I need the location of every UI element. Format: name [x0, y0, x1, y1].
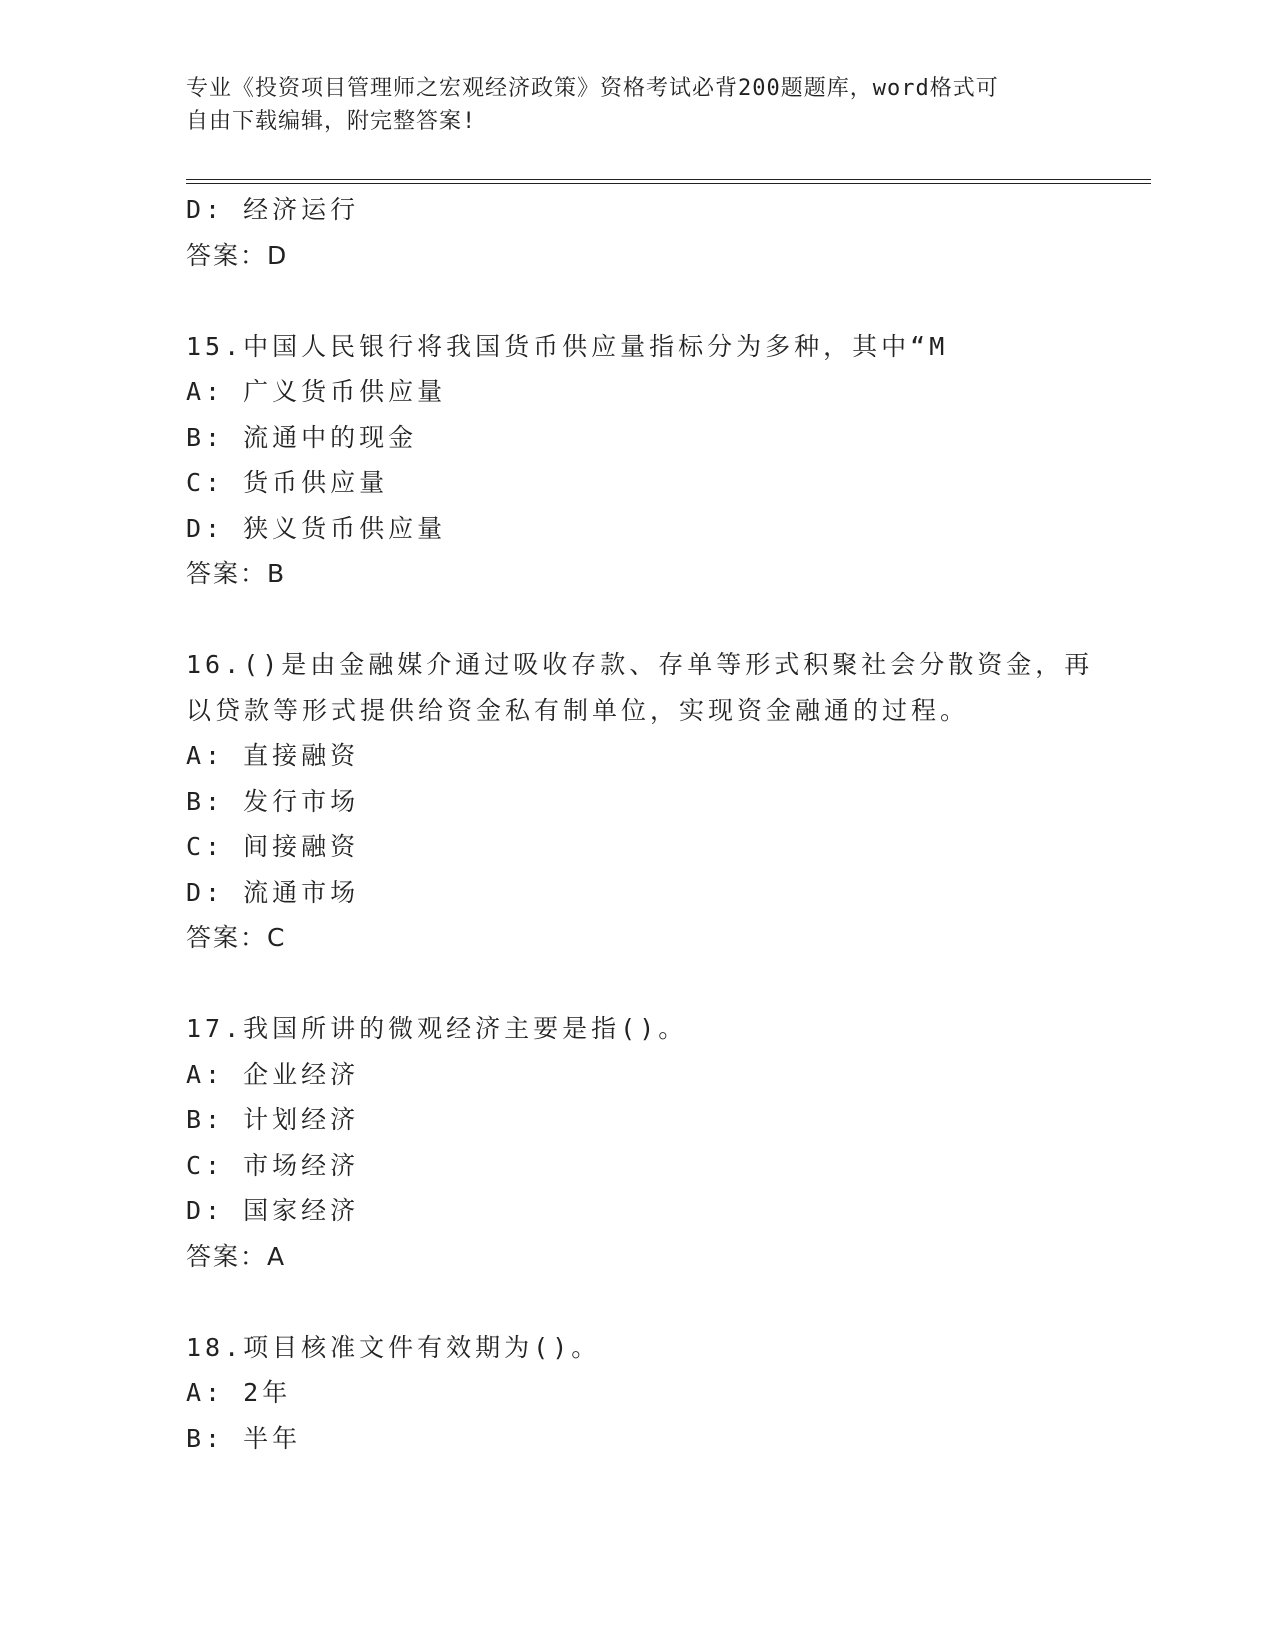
header-line-1: 专业《投资项目管理师之宏观经济政策》资格考试必背200题题库，word格式可 — [186, 76, 999, 101]
question-stem-line-2: 以贷款等形式提供给资金私有制单位，实现资金融通的过程。 — [186, 695, 970, 725]
question-stem-line-1: 16.()是由金融媒介通过吸收存款、存单等形式积聚社会分散资金，再 — [186, 650, 1094, 679]
option-b: B: 半年 — [186, 1423, 302, 1453]
question-stem: 18.项目核准文件有效期为()。 — [186, 1332, 601, 1362]
option-c: C: 市场经济 — [186, 1150, 360, 1180]
question-stem: 17.我国所讲的微观经济主要是指()。 — [186, 1014, 688, 1043]
question-block-14 — [186, 187, 1086, 278]
answer-line: 答案：C — [186, 923, 287, 952]
answer-line: 答案：A — [186, 1241, 287, 1271]
question-block-18 — [186, 1325, 1086, 1462]
spacer — [186, 278, 1086, 324]
option-a: A: 直接融资 — [186, 741, 360, 770]
spacer — [186, 1279, 1086, 1325]
option-d: D: 流通市场 — [186, 877, 360, 907]
option-d: D: 国家经济 — [186, 1196, 360, 1225]
question-block-17 — [186, 1006, 1086, 1279]
spacer — [186, 961, 1086, 1007]
answer-line: 答案：D — [186, 240, 289, 270]
option-d: D: 狭义货币供应量 — [186, 513, 447, 543]
document-header — [186, 72, 1066, 138]
option-b: B: 计划经济 — [186, 1105, 360, 1134]
option-a: A: 2年 — [186, 1378, 292, 1407]
header-divider-top — [186, 179, 1151, 180]
answer-line: 答案：B — [186, 559, 287, 588]
question-block-16 — [186, 642, 1094, 961]
option-b: B: 发行市场 — [186, 786, 360, 816]
option-c: C: 间接融资 — [186, 832, 360, 861]
option-c: C: 货币供应量 — [186, 468, 389, 497]
spacer — [186, 597, 1086, 643]
question-list — [186, 187, 1094, 1461]
option-b: B: 流通中的现金 — [186, 422, 418, 452]
question-block-15 — [186, 324, 1086, 597]
option-a: A: 企业经济 — [186, 1059, 360, 1089]
header-line-2: 自由下载编辑，附完整答案! — [186, 109, 477, 134]
header-divider-bottom — [186, 183, 1151, 184]
option-a: A: 广义货币供应量 — [186, 377, 447, 406]
question-stem: 15.中国人民银行将我国货币供应量指标分为多种，其中“M — [186, 331, 949, 361]
option-d: D: 经济运行 — [186, 195, 360, 224]
